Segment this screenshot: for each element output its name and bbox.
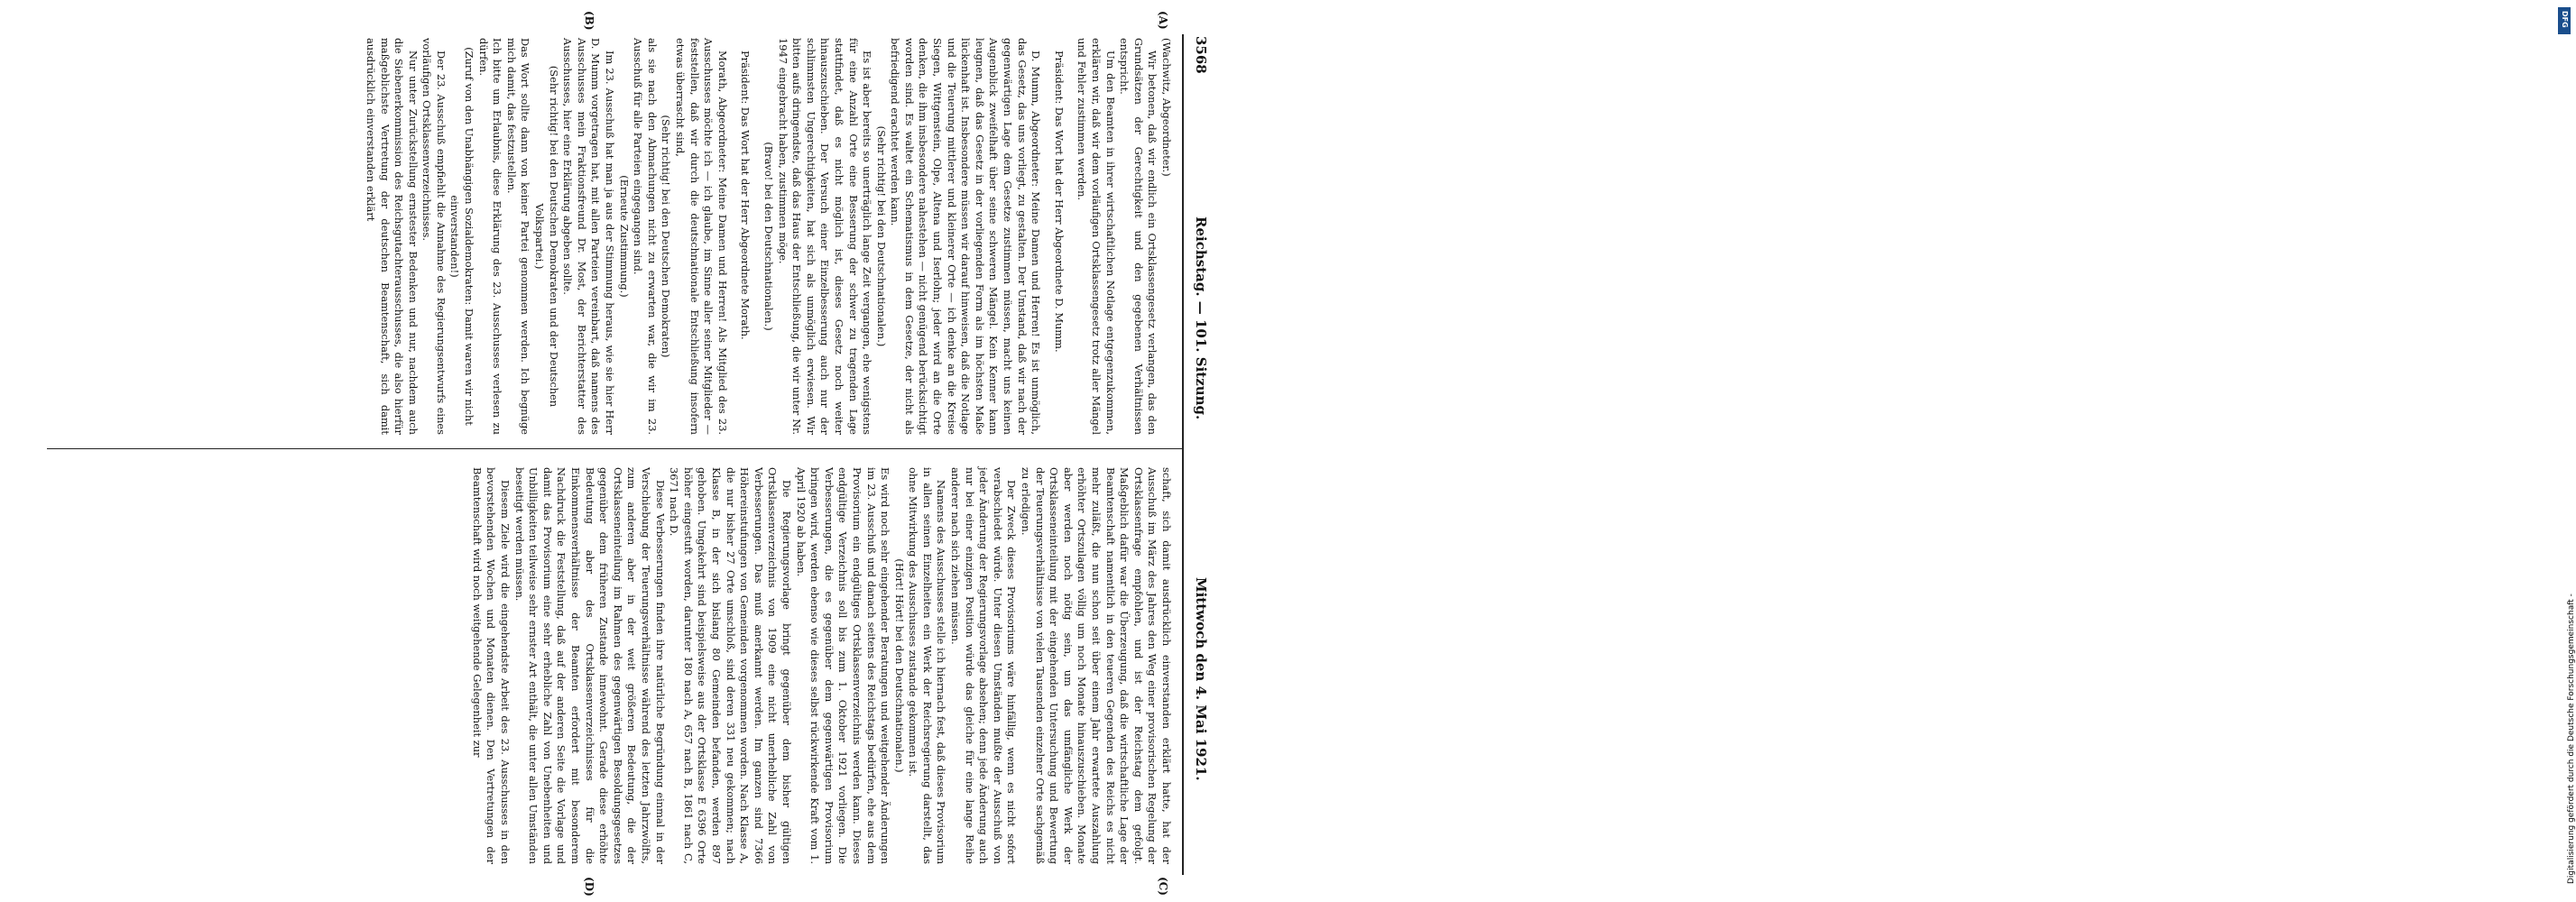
digitization-credit	[1278, 0, 2576, 902]
paragraph: Im 23. Ausschuß hat man ja aus der Stimmung heraus, wie sie hier Herr D. Mumm vorgetragen hat, mit allen Parteien vereinbart, daß namens des Ausschusses mein Fraktionsfreund Dr. Most, der Berichterstatter des Ausschusses, hier eine Erklärung abgeben sollte.	[561, 38, 617, 435]
paragraph: Das Wort sollte dann von keiner Partei genommen werden. Ich begnüge mich damit, das festzustellen.	[504, 38, 532, 435]
interjection: (Zuruf von den Unabhängigen Sozialdemokraten: Damit waren wir nicht einverstanden!)	[448, 47, 476, 426]
credit-text: Digitalisierung gefördert durch die Deutsche Forschungsgemeinschaft -	[2567, 594, 2576, 884]
speaker-continuation: (Wachwitz, Abgeordneter.)	[1160, 38, 1173, 177]
paragraph: Um den Beamten in ihrer wirtschaftlichen Notlage entgegenzukommen, erklären wir, daß wir dem vorläufigen Ortsklassengesetz trotz aller Mängel und Fehler zustimmen werden.	[1076, 38, 1117, 435]
interjection: (Sehr richtig! bei den Deutschen Demokraten und der Deutschen Volkspartei.)	[533, 65, 560, 408]
interjection: (Bravo! bei den Deutschnationalen.)	[762, 142, 775, 331]
left-text-column	[54, 38, 1173, 435]
header-rule	[1182, 34, 1184, 875]
margin-marker-a: (A)	[1157, 11, 1169, 30]
speech-morath: Morath, Abgeordneter: Meine Damen und Herren! Als Mitglied des 23. Ausschusses möchte ich — ich glaube, im Sinne aller seiner Mitglieder — feststellen, daß wir durch die deutschnationale Entschließung insofern etwas überrascht sind,	[674, 38, 729, 435]
page-number: 3568	[1193, 36, 1209, 74]
paragraph: Der 23. Ausschuß empfiehlt die Annahme des Regierungsentwurfs eines vorläufigen Ortsklassenverzeichnisses.	[420, 38, 448, 435]
paragraph: Die Regierungsvorlage bringt gegenüber dem bisher gültigen Ortsklassenverzeichnis von 1909 eine nicht unerhebliche Zahl von Verbesserungen. Das muß anerkannt werden. Im ganzen sind 7366 Höhereinstufungen von Gemeinden vorgenommen worden. Nach Klasse A, die nur bisher 27 Orte umschloß, sind deren 331 neu gekommen; nach Klasse B, in der sich bislang 80 Gemeinden befanden, werden 897 gehoben. Umgekehrt sind beispielsweise aus der Ortsklasse E 6396 Orte höher eingestuft worden, darunter 180 nach A, 657 nach B, 1861 nach C, 3671 nach D.	[668, 467, 793, 864]
paragraph: Namens des Ausschusses stelle ich hiernach fest, daß dieses Provisorium in allen seinen Einzelheiten ein Werk der Reichsregierung darstellt, das ohne Mitwirkung des Ausschusses zustande gekommen ist.	[907, 467, 948, 864]
rotated-print-page	[36, 0, 1263, 902]
paragraph: Der Zweck dieses Provisoriums wäre hinfällig, wenn es nicht sofort verabschiedet würde. Unter diesen Umständen mußte der Ausschuß von jeder Änderung der Regierungsvorlage absehen; denn jede Änderung auch nur bei einer einzigen Position würde das gleiche für eine lange Reihe anderer nach sich ziehen müssen.	[949, 467, 1019, 864]
paragraph: Es wird noch sehr eingehender Beratungen und weitgehender Änderungen im 23. Ausschuß und danach seitens des Reichstags bedürfen, ehe aus dem Provisorium ein endgültiges Ortsklassenverzeichnis werden kann. Dieses endgültige Verzeichnis soll bis zum 1. Oktober 1921 vorliegen. Die Verbesserungen, die es gegenüber dem gegenwärtigen Provisorium bringen wird, werden ebenso wie dieses selbst rückwirkende Kraft vom 1. April 1920 ab haben.	[794, 467, 892, 864]
paragraph: Diesem Ziele wird die eingehendste Arbeit des 23. Ausschusses in den bevorstehenden Wochen und Monaten dienen. Den Vertretungen der Beamtenschaft wird noch weitgehende Gelegenheit zur	[470, 467, 512, 864]
margin-marker-c: (C)	[1157, 877, 1169, 896]
president-remark: Präsident: Das Wort hat der Herr Abgeordnete D. Mumm.	[1052, 51, 1066, 353]
paragraph: Ich bitte um Erlaubnis, diese Erklärung des 23. Ausschusses verlesen zu dürfen.	[476, 38, 504, 435]
speech-mumm: D. Mumm, Abgeordneter: Meine Damen und Herren! Es ist unmöglich, das Gesetz, das uns vorliegt, zu gestalten. Der Umstand, daß wir nach der gegenwärtigen Lage dem Gesetze zustimmen müssen, macht uns keinen Augenblick zweifelhaft über seine schweren Mängel. Kein Kenner kann leugnen, daß das Gesetz in der vorliegenden Form als im höchsten Maße lückenhaft ist. Insbesondere müssen wir darauf hinweisen, daß die Notlage und die Teuerung mittlerer und kleinerer Orte — ich denke an die Kreise Siegen, Wittgenstein, Olpe, Altena und Iserlohn; jeder wird an die Orte denken, die ihm insbesondere nahestehen — nicht genügend berücksichtigt worden sind. Es waltet ein Schematismus in dem Gesetze, der nicht als befriedigend erachtet werden kann.	[889, 38, 1043, 435]
column-divider	[47, 448, 1184, 449]
interjection: (Sehr richtig! bei den Deutschen Demokraten)	[660, 115, 673, 358]
paragraph: Wir betonen, daß wir endlich ein Ortsklassengesetz verlangen, das den Grundsätzen der Gerechtigkeit und den gegebenen Verhältnissen entspricht.	[1118, 38, 1159, 435]
margin-marker-b: (B)	[583, 11, 596, 31]
interjection: (Erneute Zustimmung.)	[617, 175, 631, 298]
paragraph: als sie nach den Abmachungen nicht zu erwarten war, die wir im 23. Ausschuß für alle Parteien eingegangen sind.	[632, 38, 659, 435]
paragraph: Nur unter Zurückstellung ernstester Bedenken und nur, nachdem auch die Siebenerkommission des Reichsgutachterausschusses, die also hierfür maßgeblichste Vertretung der deutschen Beamtenschaft, sich damit ausdrücklich einverstanden erklärt	[364, 38, 420, 435]
dfg-logo	[2558, 7, 2571, 34]
interjection: (Sehr richtig! bei den Deutschnationalen.)	[874, 125, 888, 347]
paragraph: Es ist aber bereits so unerträglich lange Zeit vergangen, ehe wenigstens für eine Anzahl Orte eine Besserung der schwer zu tragenden Lage stattfindet, daß es nicht möglich ist, dieses Gesetz noch weiter hinauszuschieben. Der Versuch einer Einzelbesserung auch nur der schlimmsten Ungerechtigkeiten, hat sich als unmöglich erwiesen. Wir bitten aufs dringendste, daß das Haus der Entschließung, die wir unter Nr. 1947 eingebracht haben, zustimmen möge.	[776, 38, 874, 435]
president-remark: Präsident: Das Wort hat der Herr Abgeordnete Morath.	[739, 51, 752, 340]
session-date: Mittwoch den 4. Mai 1921.	[1193, 577, 1209, 781]
right-text-column	[54, 467, 1173, 864]
paragraph: Diese Verbesserungen finden ihre natürliche Begründung einmal in der Verschiebung der Teuerungsverhältnisse während des letzten Jahrzwölfts, zum anderen aber in der weit größeren Bedeutung, die der Ortsklasseneinteilung im Rahmen des gegenwärtigen Besoldungsgesetzes gegenüber dem früheren Zustande innewohnt. Gerade diese erhöhte Bedeutung aber des Ortsklassenverzeichnisses für die Einkommensverhältnisse der Beamten erfordert mit besonderem Nachdruck die Feststellung, daß auf der anderen Seite die Vorlage und damit das Provisorium eine sehr erhebliche Zahl von Unebenheiten und Unbilligkeiten teilweise sehr ernster Art enthält, die unter allen Umständen beseitigt werden müssen.	[512, 467, 667, 864]
interjection: (Hört! Hört! bei den Deutschnationalen.)	[892, 558, 906, 773]
paragraph: schaft, sich damit ausdrücklich einverstanden erklärt hatte, hat der Ausschuß im März des Jahres den Weg einer provisorischen Regelung der Ortsklassenfrage empfohlen, und ist der Reichstag dem gefolgt. Maßgeblich dafür war die Überzeugung, daß die wirtschaftliche Lage der Beamtenschaft namentlich in den teueren Gegenden des Reichs es nicht mehr zuläßt, die nun schon seit über einem Jahr erwartete Auszahlung erhöhter Ortszulagen völlig um noch Monate hinauszuschieben. Monate aber werden noch nötig sein, um das umfängliche Werk der Ortsklasseneinteilung mit der eingehenden Untersuchung und Bewertung der Teuerungsverhältnisse von vielen Tausenden einzelner Orte sachgemäß zu erledigen.	[1020, 467, 1173, 864]
dfg-logo-text: DFG	[2561, 11, 2569, 28]
margin-marker-d: (D)	[583, 877, 596, 897]
page-title: Reichstag. — 101. Sitzung.	[1193, 216, 1209, 420]
